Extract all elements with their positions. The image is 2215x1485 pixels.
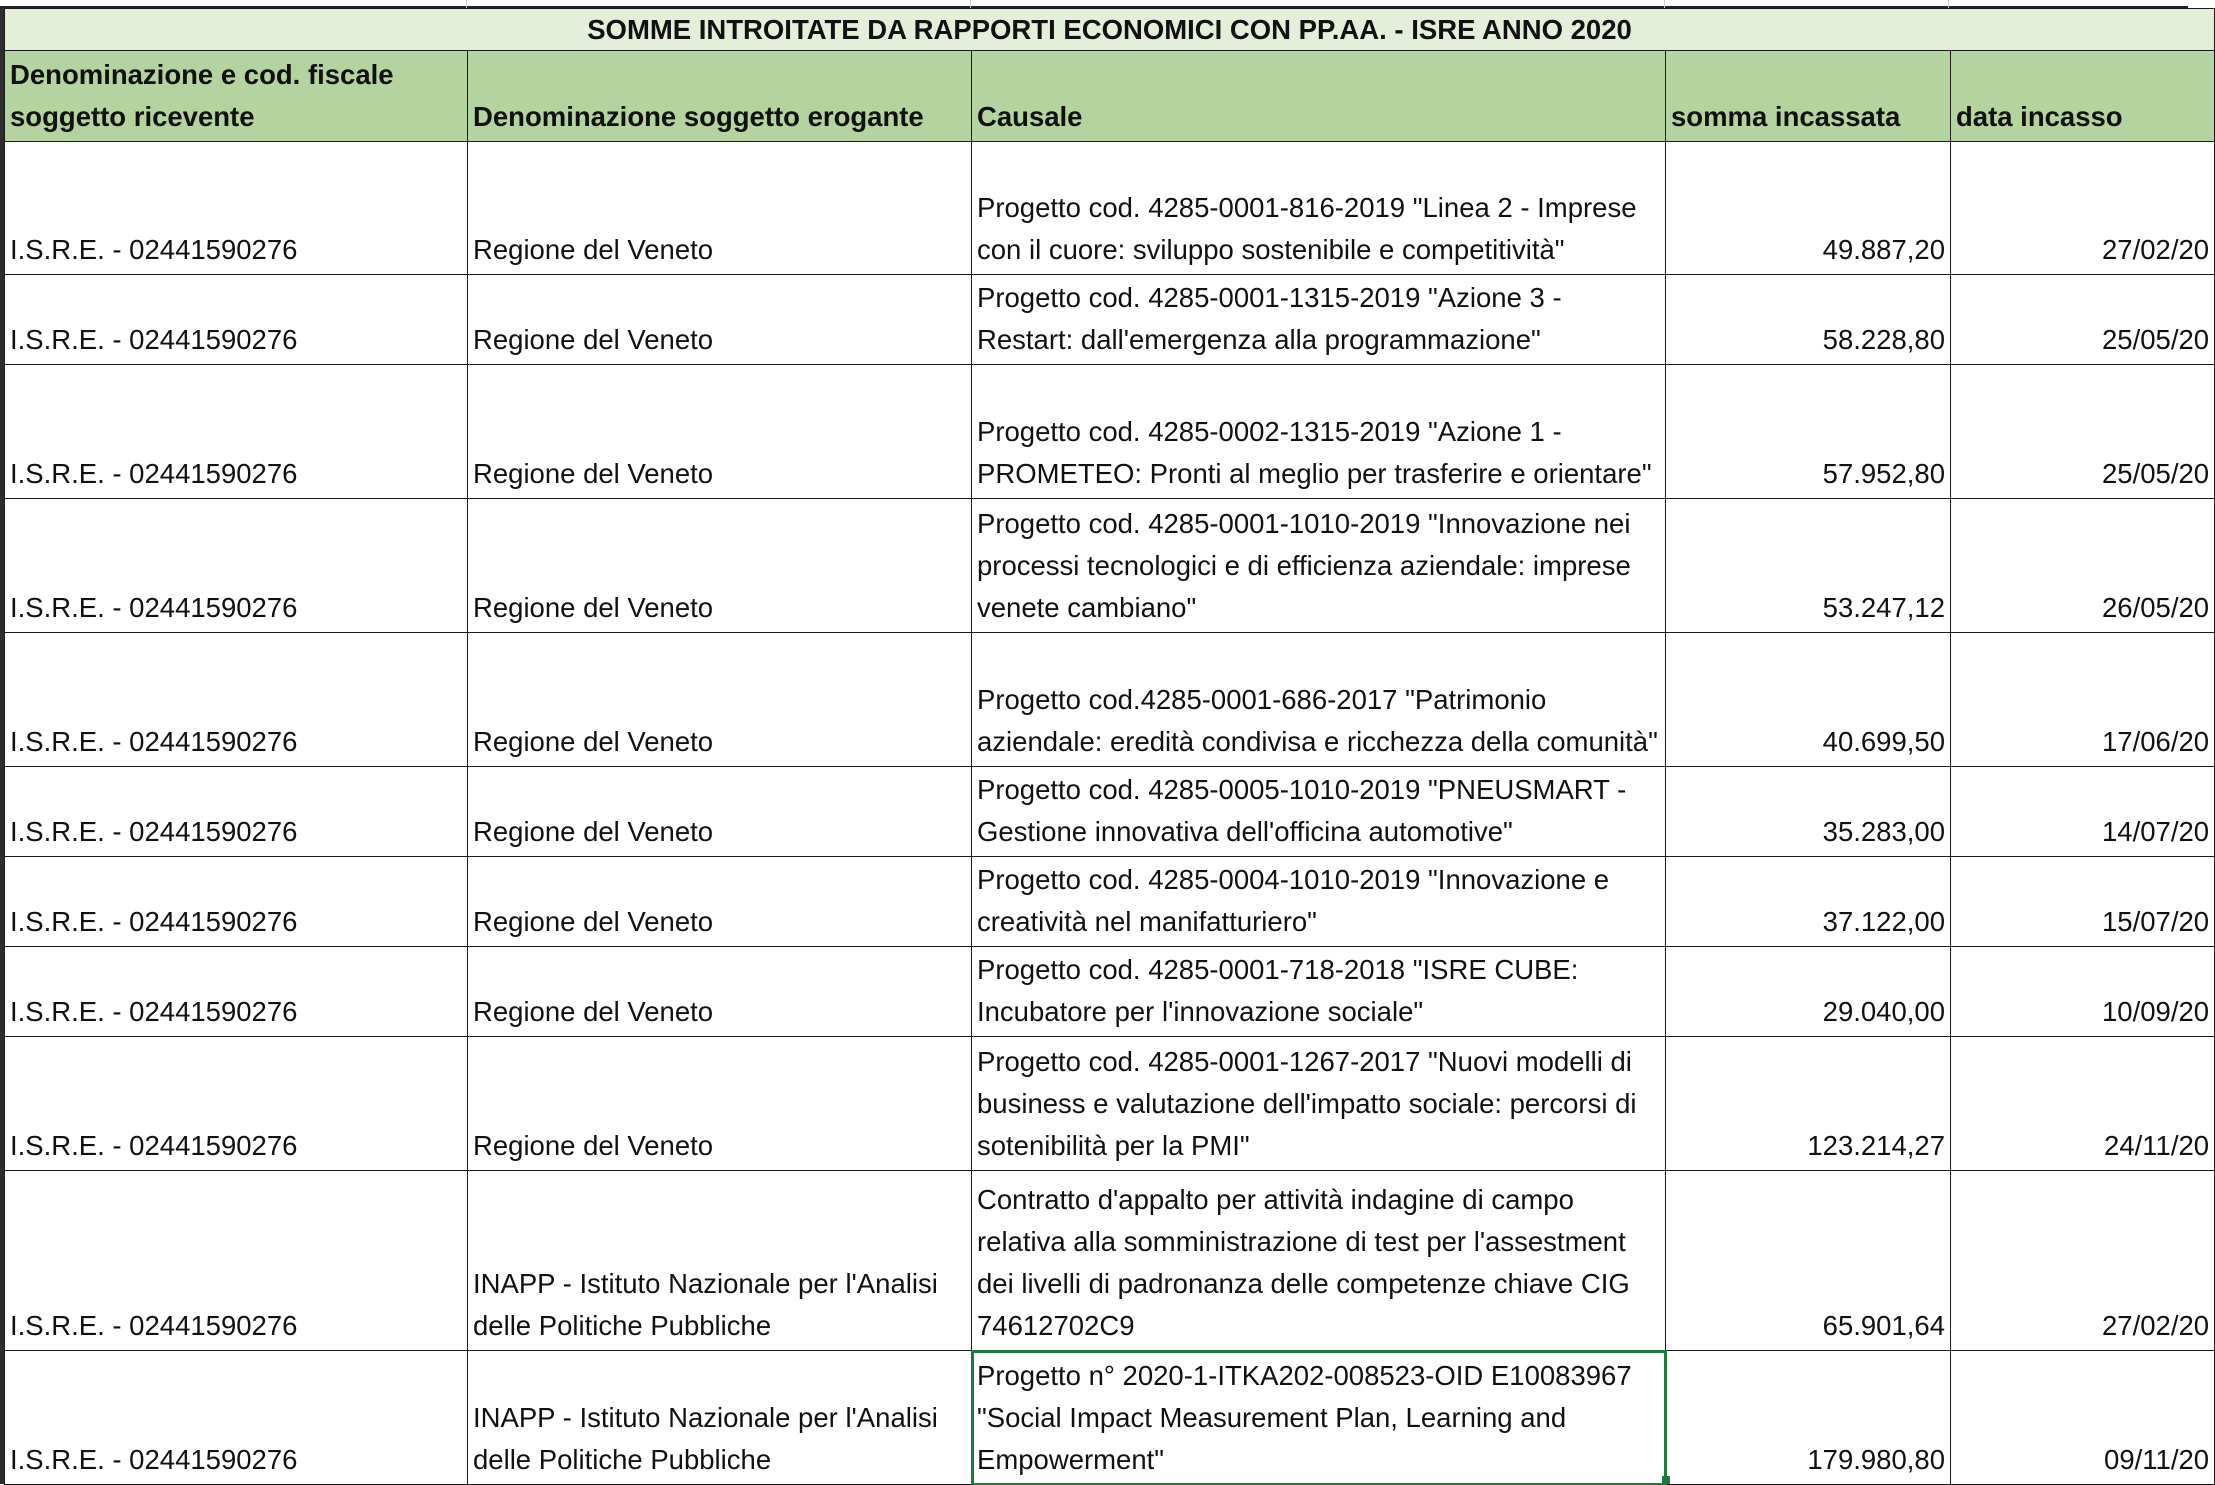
table-row <box>5 142 2215 275</box>
header-row <box>5 51 2215 142</box>
table-row <box>5 1351 2215 1485</box>
cell-data[interactable]: 26/05/20 <box>1951 499 2215 633</box>
cell-causale[interactable]: Progetto n° 2020-1-ITKA202-008523-OID E10083967 "Social Impact Measurement Plan, Learning and Empowerment" <box>972 1351 1666 1485</box>
table-row <box>5 1171 2215 1351</box>
header-causale[interactable]: Causale <box>972 51 1666 142</box>
table-row <box>5 275 2215 365</box>
cell-somma[interactable]: 40.699,50 <box>1666 633 1951 767</box>
cell-erogante[interactable]: Regione del Veneto <box>468 499 972 633</box>
cell-ricevente[interactable]: I.S.R.E. - 02441590276 <box>5 1037 468 1171</box>
cell-erogante[interactable]: Regione del Veneto <box>468 275 972 365</box>
header-somma[interactable]: somma incassata <box>1666 51 1951 142</box>
header-ricevente[interactable]: Denominazione e cod. fiscale soggetto ricevente <box>5 51 468 142</box>
cell-data[interactable]: 24/11/20 <box>1951 1037 2215 1171</box>
cell-erogante[interactable]: Regione del Veneto <box>468 947 972 1037</box>
cell-causale[interactable]: Progetto cod. 4285-0001-816-2019 "Linea 2 - Imprese con il cuore: sviluppo sostenibile e competitività" <box>972 142 1666 275</box>
table-row <box>5 767 2215 857</box>
cell-data[interactable]: 15/07/20 <box>1951 857 2215 947</box>
cell-somma[interactable]: 123.214,27 <box>1666 1037 1951 1171</box>
cell-somma[interactable]: 65.901,64 <box>1666 1171 1951 1351</box>
title-row <box>5 9 2215 51</box>
cell-data[interactable]: 27/02/20 <box>1951 1171 2215 1351</box>
cell-ricevente[interactable]: I.S.R.E. - 02441590276 <box>5 857 468 947</box>
cell-causale[interactable]: Progetto cod. 4285-0001-1010-2019 "Innovazione nei processi tecnologici e di efficienza aziendale: imprese venete cambiano" <box>972 499 1666 633</box>
data-table <box>4 8 2215 1485</box>
cell-data[interactable]: 25/05/20 <box>1951 365 2215 499</box>
table-row <box>5 499 2215 633</box>
selection-fill-handle[interactable] <box>1662 1476 1670 1484</box>
table-row <box>5 947 2215 1037</box>
cell-ricevente[interactable]: I.S.R.E. - 02441590276 <box>5 365 468 499</box>
cell-erogante[interactable]: Regione del Veneto <box>468 365 972 499</box>
cell-causale[interactable]: Progetto cod. 4285-0004-1010-2019 "Innovazione e creatività nel manifatturiero" <box>972 857 1666 947</box>
cell-erogante[interactable]: Regione del Veneto <box>468 633 972 767</box>
table-row <box>5 857 2215 947</box>
cell-data[interactable]: 09/11/20 <box>1951 1351 2215 1485</box>
cell-somma[interactable]: 57.952,80 <box>1666 365 1951 499</box>
cell-somma[interactable]: 35.283,00 <box>1666 767 1951 857</box>
table-row <box>5 633 2215 767</box>
cell-erogante[interactable]: INAPP - Istituto Nazionale per l'Analisi delle Politiche Pubbliche <box>468 1351 972 1485</box>
cell-ricevente[interactable]: I.S.R.E. - 02441590276 <box>5 275 468 365</box>
column-gridline-strip <box>0 0 2188 8</box>
cell-ricevente[interactable]: I.S.R.E. - 02441590276 <box>5 499 468 633</box>
header-data[interactable]: data incasso <box>1951 51 2215 142</box>
cell-erogante[interactable]: Regione del Veneto <box>468 142 972 275</box>
cell-data[interactable]: 17/06/20 <box>1951 633 2215 767</box>
cell-erogante[interactable]: Regione del Veneto <box>468 767 972 857</box>
cell-somma[interactable]: 37.122,00 <box>1666 857 1951 947</box>
cell-ricevente[interactable]: I.S.R.E. - 02441590276 <box>5 142 468 275</box>
cell-somma[interactable]: 29.040,00 <box>1666 947 1951 1037</box>
cell-ricevente[interactable]: I.S.R.E. - 02441590276 <box>5 947 468 1037</box>
cell-causale[interactable]: Progetto cod. 4285-0001-1267-2017 "Nuovi modelli di business e valutazione dell'impatto sociale: percorsi di sotenibilità per la PMI" <box>972 1037 1666 1171</box>
cell-causale[interactable]: Progetto cod. 4285-0001-1315-2019 "Azione 3 - Restart: dall'emergenza alla programmazione" <box>972 275 1666 365</box>
table-row <box>5 1037 2215 1171</box>
table-row <box>5 365 2215 499</box>
cell-somma[interactable]: 179.980,80 <box>1666 1351 1951 1485</box>
cell-erogante[interactable]: INAPP - Istituto Nazionale per l'Analisi delle Politiche Pubbliche <box>468 1171 972 1351</box>
cell-ricevente[interactable]: I.S.R.E. - 02441590276 <box>5 633 468 767</box>
cell-ricevente[interactable]: I.S.R.E. - 02441590276 <box>5 1351 468 1485</box>
cell-ricevente[interactable]: I.S.R.E. - 02441590276 <box>5 767 468 857</box>
header-erogante[interactable]: Denominazione soggetto erogante <box>468 51 972 142</box>
cell-causale[interactable]: Progetto cod. 4285-0005-1010-2019 "PNEUSMART - Gestione innovativa dell'officina automotive" <box>972 767 1666 857</box>
cell-causale[interactable]: Contratto d'appalto per attività indagine di campo relativa alla somministrazione di test per l'assestment dei livelli di padronanza delle competenze chiave CIG 74612702C9 <box>972 1171 1666 1351</box>
cell-data[interactable]: 10/09/20 <box>1951 947 2215 1037</box>
cell-data[interactable]: 14/07/20 <box>1951 767 2215 857</box>
sheet-title[interactable]: SOMME INTROITATE DA RAPPORTI ECONOMICI CON PP.AA. - ISRE ANNO 2020 <box>5 9 2215 51</box>
cell-erogante[interactable]: Regione del Veneto <box>468 857 972 947</box>
cell-somma[interactable]: 58.228,80 <box>1666 275 1951 365</box>
cell-ricevente[interactable]: I.S.R.E. - 02441590276 <box>5 1171 468 1351</box>
cell-erogante[interactable]: Regione del Veneto <box>468 1037 972 1171</box>
cell-data[interactable]: 25/05/20 <box>1951 275 2215 365</box>
cell-somma[interactable]: 53.247,12 <box>1666 499 1951 633</box>
cell-causale[interactable]: Progetto cod. 4285-0002-1315-2019 "Azione 1 - PROMETEO: Pronti al meglio per trasferire e orientare" <box>972 365 1666 499</box>
cell-causale[interactable]: Progetto cod.4285-0001-686-2017 "Patrimonio aziendale: eredità condivisa e ricchezza della comunità" <box>972 633 1666 767</box>
cell-somma[interactable]: 49.887,20 <box>1666 142 1951 275</box>
cell-data[interactable]: 27/02/20 <box>1951 142 2215 275</box>
cell-causale[interactable]: Progetto cod. 4285-0001-718-2018 "ISRE CUBE: Incubatore per l'innovazione sociale" <box>972 947 1666 1037</box>
